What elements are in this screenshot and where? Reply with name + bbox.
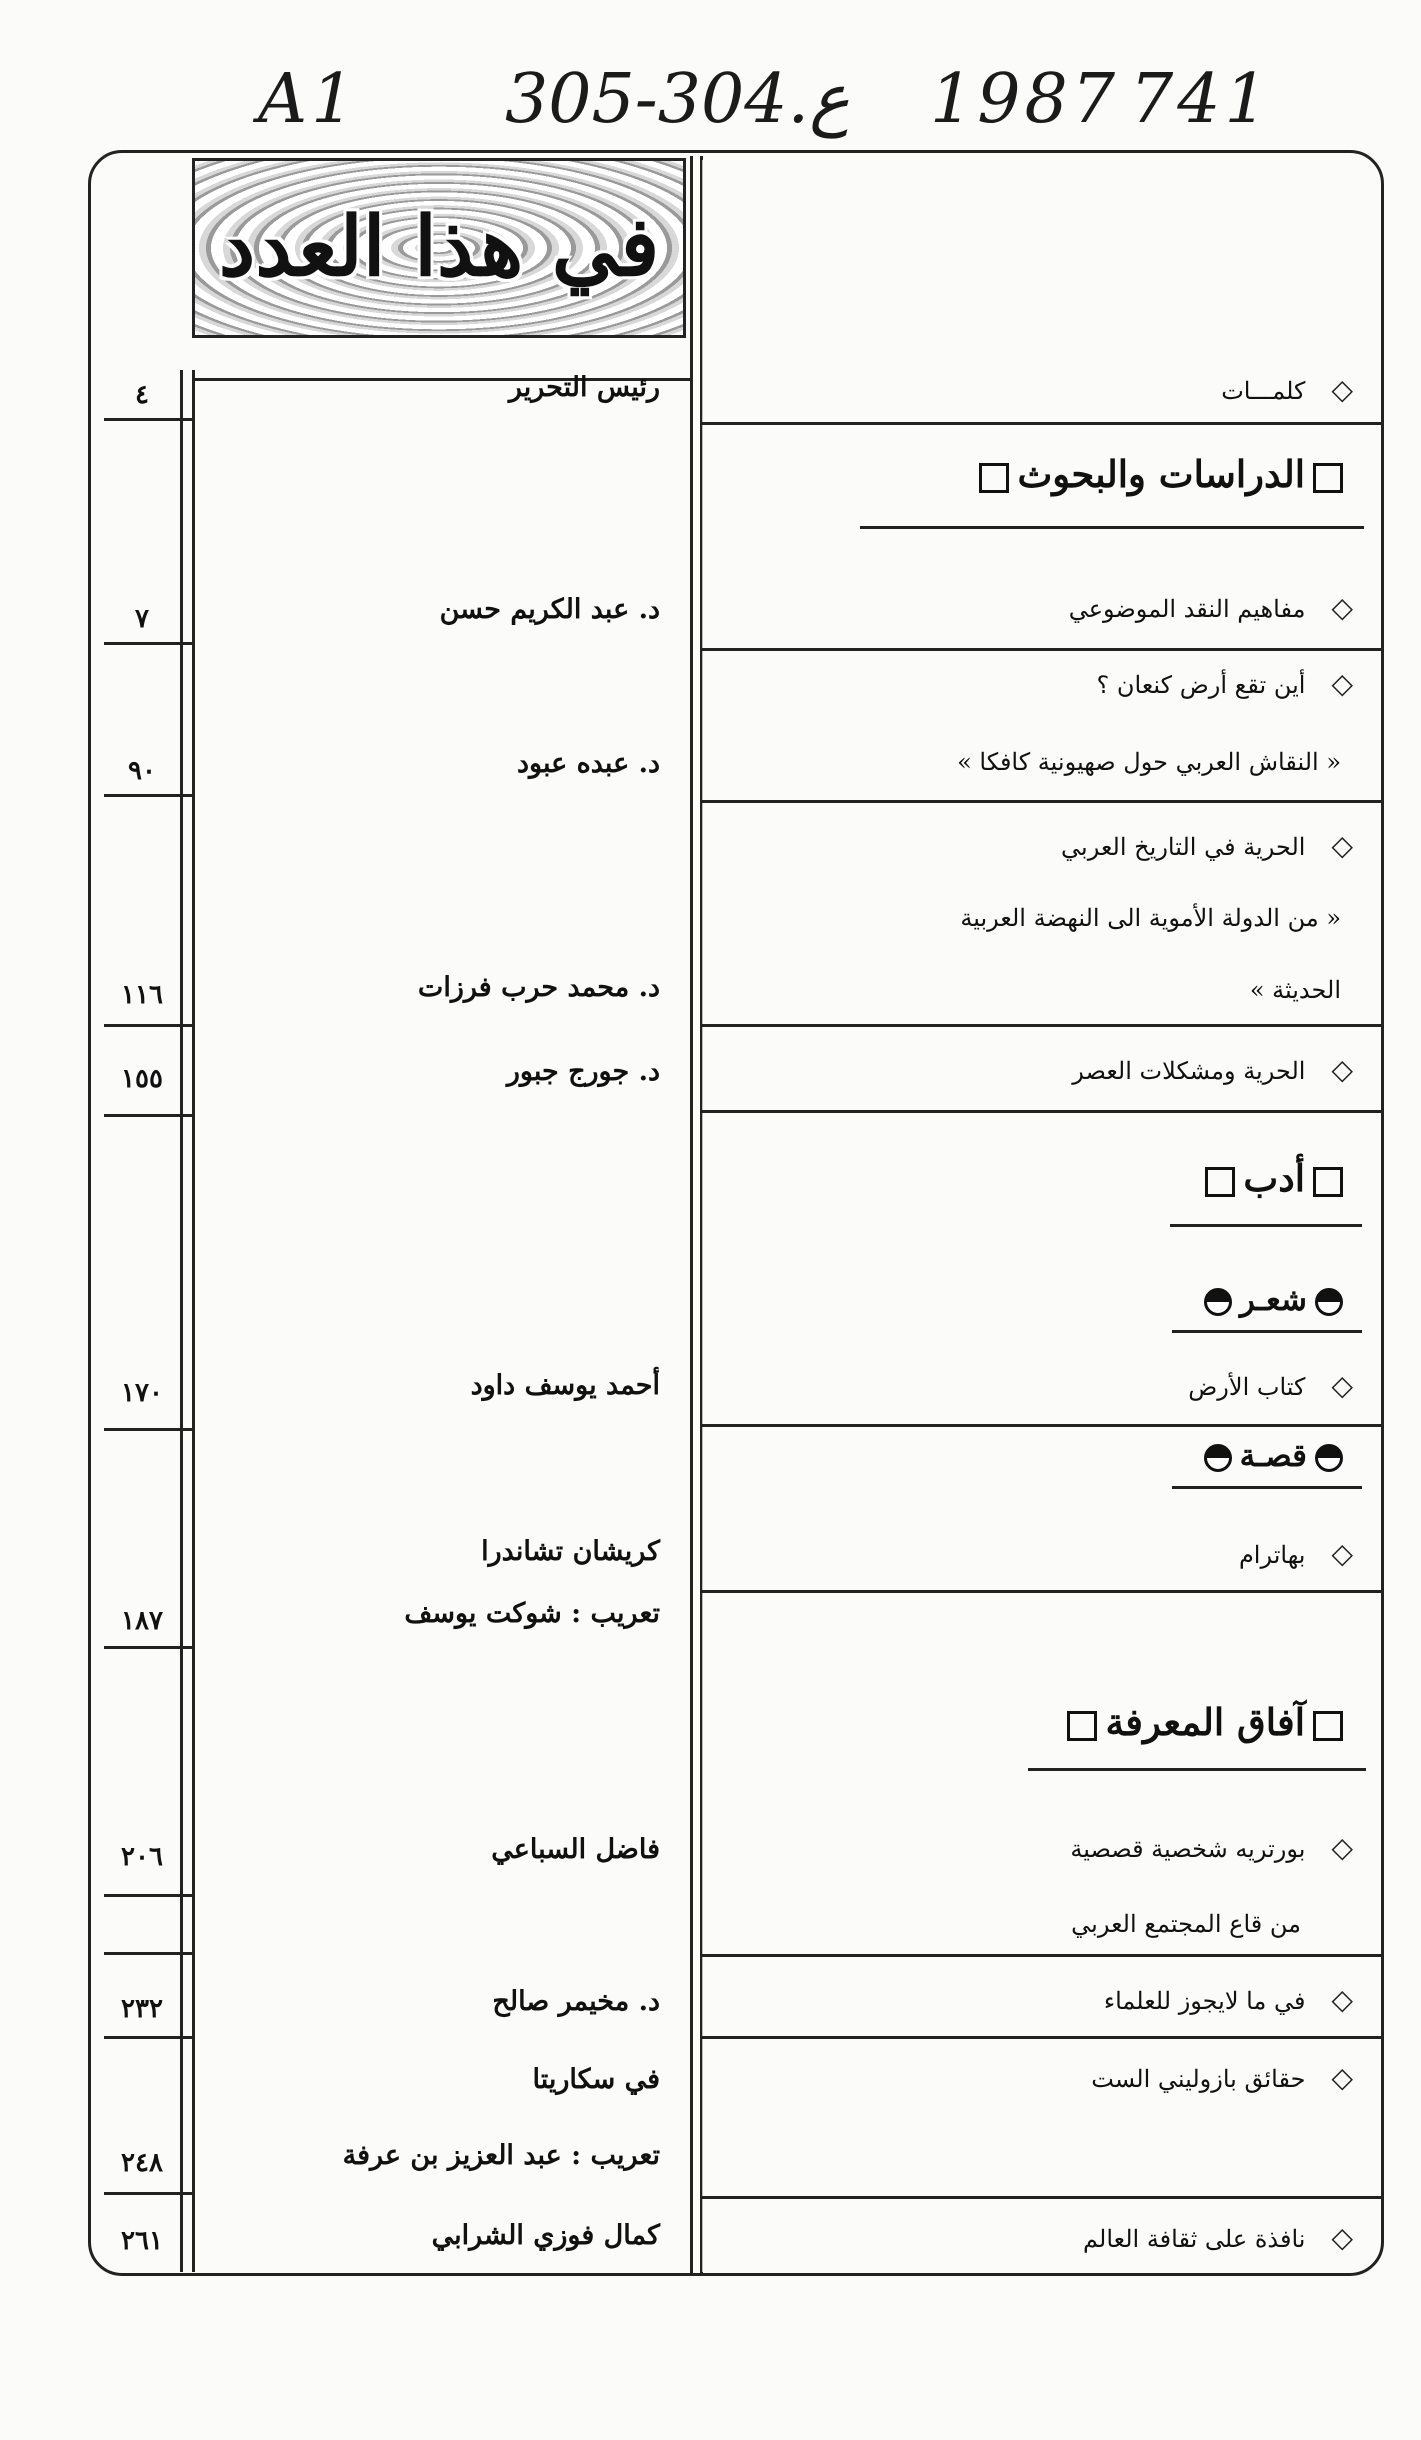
author: د. مخيمر صالح	[492, 1986, 660, 2017]
page-number: ١٨٧	[121, 1606, 163, 1636]
page-number: ١١٦	[121, 980, 163, 1010]
diamond-icon: ◇	[1331, 591, 1353, 624]
square-icon	[1313, 463, 1343, 493]
subsection-underline	[1172, 1486, 1362, 1489]
page-number: ٢٤٨	[121, 2148, 163, 2178]
half-circle-icon	[1315, 1444, 1343, 1472]
author: كريشان تشاندرا	[481, 1536, 660, 1567]
author: فاضل السباعي	[491, 1834, 660, 1865]
toc-item: ◇مفاهيم النقد الموضوعي	[1068, 591, 1353, 624]
diamond-icon: ◇	[1331, 829, 1353, 862]
toc-item: ◇الحرية في التاريخ العربي	[1061, 829, 1353, 862]
diamond-icon: ◇	[1331, 667, 1353, 700]
toc-item: ◇الحرية ومشكلات العصر	[1072, 1053, 1353, 1086]
author: د. عبده عبود	[516, 748, 660, 779]
diamond-icon: ◇	[1331, 373, 1353, 406]
author-editorial: رئيس التحرير	[508, 372, 660, 403]
author: د. جورج جبور	[506, 1056, 660, 1087]
page-column-divider-inner	[192, 370, 195, 2272]
toc-item-editorial	[1221, 373, 1353, 406]
subsection-heading-story: قصـة	[1196, 1438, 1351, 1474]
diamond-icon: ◇	[1331, 1369, 1353, 1402]
subsection-heading-poetry: شعـر	[1196, 1282, 1351, 1318]
diamond-icon: ◇	[1331, 1053, 1353, 1086]
toc-item-subtitle: « من الدولة الأموية الى النهضة العربية	[960, 904, 1341, 932]
toc-item: ◇كتاب الأرض	[1188, 1369, 1353, 1402]
page-number: ٤	[135, 380, 149, 410]
toc-item: ◇بهاترام	[1238, 1537, 1353, 1570]
section-heading-horizons: آفاق المعرفة	[1059, 1700, 1351, 1744]
square-icon	[1067, 1711, 1097, 1741]
section-underline	[1170, 1224, 1362, 1227]
toc-item-subtitle: الحديثة »	[1249, 976, 1341, 1004]
toc-item: ◇نافذة على ثقافة العالم	[1083, 2221, 1353, 2254]
author: د. محمد حرب فرزات	[417, 972, 660, 1003]
section-underline	[860, 526, 1364, 529]
square-icon	[1313, 1711, 1343, 1741]
handwritten-catalog-note	[0, 50, 1421, 160]
diamond-icon: ◇	[1331, 1983, 1353, 2016]
catalog-year: 1987	[930, 60, 1120, 139]
author: كمال فوزي الشرابي	[431, 2220, 660, 2251]
half-circle-icon	[1204, 1444, 1232, 1472]
half-circle-icon	[1204, 1288, 1232, 1316]
square-icon	[979, 463, 1009, 493]
author-column-divider	[690, 156, 693, 2274]
item-title: كلمـــات	[1221, 377, 1306, 405]
section-heading-studies: الدراسات والبحوث	[971, 452, 1351, 496]
diamond-icon: ◇	[1331, 1831, 1353, 1864]
author: في سكاريتا	[532, 2064, 660, 2095]
author: د. عبد الكريم حسن	[439, 594, 660, 625]
diamond-icon: ◇	[1331, 1537, 1353, 1570]
toc-item-subtitle: من قاع المجتمع العربي	[1071, 1910, 1301, 1938]
square-icon	[1313, 1167, 1343, 1197]
page-number: ٧	[135, 604, 149, 634]
toc-item: ◇حقائق بازوليني الست	[1091, 2061, 1353, 2094]
diamond-icon: ◇	[1331, 2061, 1353, 2094]
page-number: ١٥٥	[121, 1064, 163, 1094]
page-number: ٢٣٢	[121, 1994, 163, 2024]
section-underline	[1028, 1768, 1366, 1771]
translator: تعريب : شوكت يوسف	[404, 1598, 660, 1629]
toc-item: ◇في ما لايجوز للعلماء	[1103, 1983, 1353, 2016]
catalog-number: 741	[1130, 60, 1272, 139]
diamond-icon: ◇	[1331, 2221, 1353, 2254]
translator: تعريب : عبد العزيز بن عرفة	[342, 2140, 660, 2171]
page-column-divider	[180, 370, 183, 2272]
half-circle-icon	[1315, 1288, 1343, 1316]
toc-item: ◇أين تقع أرض كنعان ؟	[1096, 667, 1353, 700]
issue-title-box	[192, 158, 686, 338]
catalog-code: A1	[258, 60, 359, 139]
page-number: ٩٠	[128, 756, 156, 786]
subsection-underline	[1172, 1330, 1362, 1333]
author: أحمد يوسف داود	[470, 1370, 660, 1401]
page-number: ١٧٠	[121, 1378, 163, 1408]
toc-item: ◇بورتريه شخصية قصصية	[1070, 1831, 1353, 1864]
square-icon	[1205, 1167, 1235, 1197]
page-number: ٢٦١	[121, 2226, 163, 2256]
catalog-classification: 305-304.ع	[505, 60, 850, 139]
toc-item-subtitle: « النقاش العربي حول صهيونية كافكا »	[957, 748, 1341, 776]
section-heading-literature: أدب	[1197, 1156, 1351, 1200]
issue-title: في هذا العدد	[218, 199, 660, 295]
page-number: ٢٠٦	[121, 1842, 163, 1872]
